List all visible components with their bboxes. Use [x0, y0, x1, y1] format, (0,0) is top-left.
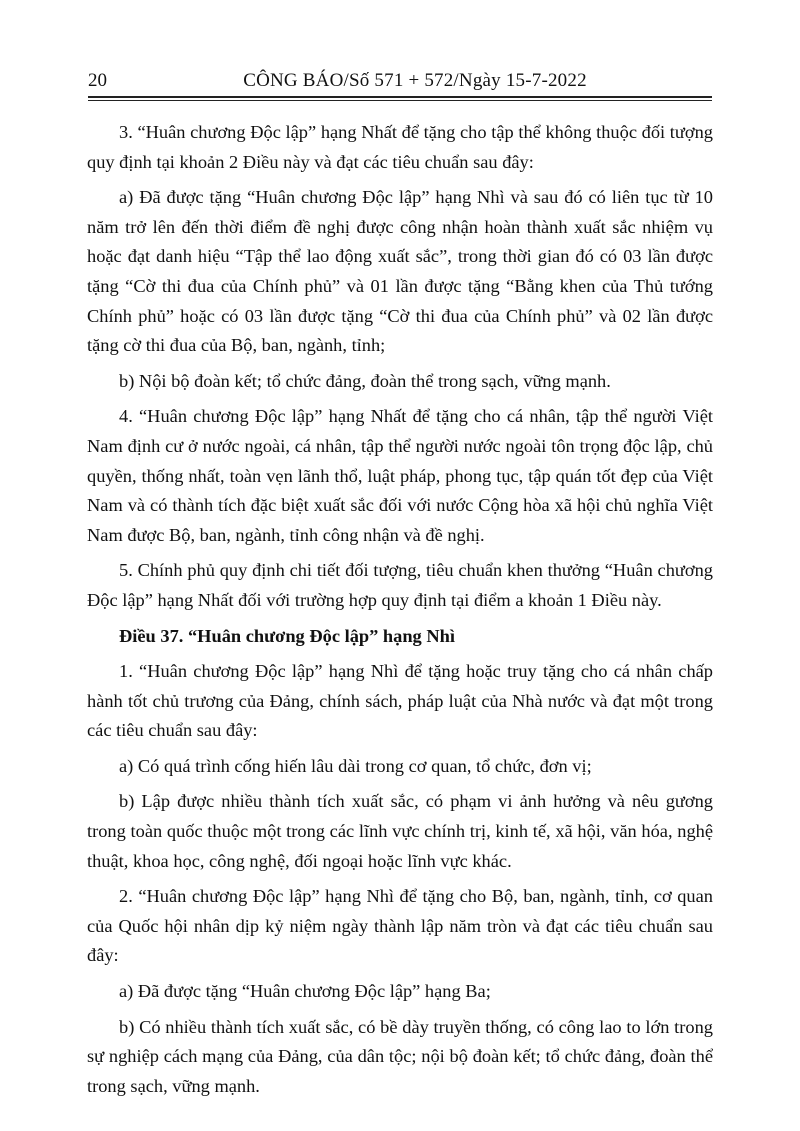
paragraph: a) Đã được tặng “Huân chương Độc lập” hạng Nhì và sau đó có liên tục từ 10 năm trở lên đến thời điểm đề nghị được công nhận hoàn thành xuất sắc nhiệm vụ hoặc đạt danh hiệu “Tập thể lao động xuất sắc”, trong thời gian đó có 03 lần được tặng “Cờ thi đua của Chính phủ” và 01 lần được tặng “Bằng khen của Thủ tướng Chính phủ” hoặc có 03 lần được tặng “Cờ thi đua của Chính phủ” và 02 lần được tặng cờ thi đua của Bộ, ban, ngành, tỉnh;: [87, 187, 713, 356]
paragraph: b) Có nhiều thành tích xuất sắc, có bề dày truyền thống, có công lao to lớn trong sự nghiệp cách mạng của Đảng, của dân tộc; nội bộ đoàn kết; tổ chức đảng, đoàn thể trong sạch, vững mạnh.: [87, 1016, 713, 1096]
document-body: [87, 118, 713, 1107]
paragraph: 3. “Huân chương Độc lập” hạng Nhất để tặng cho tập thể không thuộc đối tượng quy định tại khoản 2 Điều này và đạt các tiêu chuẩn sau đây:: [87, 122, 713, 172]
gazette-title: CÔNG BÁO/Số 571 + 572/Ngày 15-7-2022: [243, 70, 587, 91]
paragraph: 4. “Huân chương Độc lập” hạng Nhất để tặng cho cá nhân, tập thể người Việt Nam định cư ở nước ngoài, cá nhân, tập thể người nước ngoài tôn trọng độc lập, chủ quyền, thống nhất, toàn vẹn lãnh thổ, luật pháp, phong tục, tập quán tốt đẹp của Việt Nam và có thành tích đặc biệt xuất sắc đối với nước Cộng hòa xã hội chủ nghĩa Việt Nam được Bộ, ban, ngành, tỉnh công nhận và đề nghị.: [87, 406, 713, 545]
paragraph: a) Đã được tặng “Huân chương Độc lập” hạng Ba;: [119, 981, 491, 1002]
paragraph: 1. “Huân chương Độc lập” hạng Nhì để tặng hoặc truy tặng cho cá nhân chấp hành tốt chủ trương của Đảng, chính sách, pháp luật của Nhà nước và đạt một trong các tiêu chuẩn sau đây:: [87, 661, 713, 741]
article-heading: Điều 37. “Huân chương Độc lập” hạng Nhì: [119, 625, 455, 646]
page-header: [88, 66, 712, 98]
paragraph: 2. “Huân chương Độc lập” hạng Nhì để tặng cho Bộ, ban, ngành, tỉnh, cơ quan của Quốc hội nhân dịp kỷ niệm ngày thành lập năm tròn và đạt các tiêu chuẩn sau đây:: [87, 886, 713, 966]
page-number: 20: [88, 70, 107, 91]
paragraph: 5. Chính phủ quy định chi tiết đối tượng, tiêu chuẩn khen thưởng “Huân chương Độc lập” hạng Nhất đối với trường hợp quy định tại điểm a khoản 1 Điều này.: [87, 560, 713, 610]
paragraph: b) Nội bộ đoàn kết; tổ chức đảng, đoàn thể trong sạch, vững mạnh.: [119, 370, 611, 391]
paragraph: a) Có quá trình cống hiến lâu dài trong cơ quan, tổ chức, đơn vị;: [119, 755, 592, 776]
paragraph: b) Lập được nhiều thành tích xuất sắc, có phạm vi ảnh hưởng và nêu gương trong toàn quốc thuộc một trong các lĩnh vực chính trị, kinh tế, xã hội, văn hóa, nghệ thuật, khoa học, công nghệ, đối ngoại hoặc lĩnh vực khác.: [87, 791, 713, 871]
